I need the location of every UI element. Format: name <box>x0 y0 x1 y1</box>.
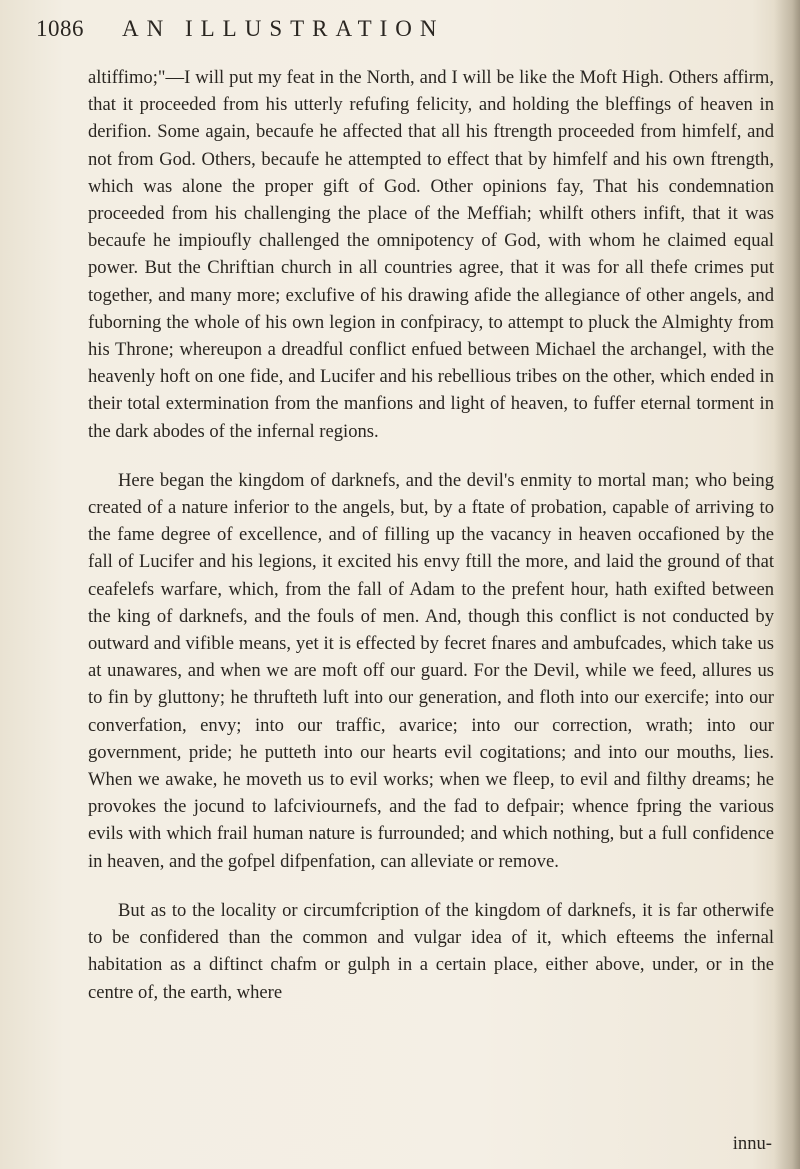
paragraph-1: altiffimo;"—I will put my feat in the North, and I will be like the Moft High. Others affirm, that it proceeded from his utterly refufing felicity, and holding the bleffings of heaven in derifion. Some again, becaufe he affected that all his ftrength proceeded from himfelf, and not from God. Others, becaufe he attempted to effect that by himfelf and his own ftrength, which was alone the proper gift of God. Other opinions fay, That his condemnation proceeded from his challenging the place of the Meffiah; whilft others infift, that it was becaufe he impioufly challenged the omnipotency of God, with whom he claimed equal power. But the Chriftian church in all countries agree, that it was for all thefe crimes put together, and many more; exclufive of his drawing afide the allegiance of other angels, and fuborning the whole of his own legion in confpiracy, to attempt to pluck the Almighty from his Throne; whereupon a dreadful conflict enfued between Michael the archangel, with the heavenly hoft on one fide, and Lucifer and his rebellious tribes on the other, which ended in their total extermination from the manfions and light of heaven, to fuffer eternal torment in the dark abodes of the infernal regions. <box>88 67 774 442</box>
page-number: 1086 <box>36 16 84 41</box>
page-edge-shadow <box>774 0 800 1169</box>
paragraph-2: Here began the kingdom of darknefs, and the devil's enmity to mortal man; who being created of a nature inferior to the angels, but, by a ftate of probation, capable of arriving to the fame degree of excellence, and of filling up the vacancy in heaven occafioned by the fall of Lucifer and his legions, it excited his envy ftill the more, and laid the ground of that ceafelefs warfare, which, from the fall of Adam to the prefent hour, hath exifted between the king of darknefs, and the fouls of men. And, though this conflict is not conducted by outward and vifible means, yet it is effected by fecret fnares and ambufcades, which take us at unawares, and when we are moft off our guard. For the Devil, while we feed, allures us to fin by gluttony; he thrufteth luft into our generation, and floth into our exercife; into our converfation, envy; into our traffic, avarice; into our correction, wrath; into our government, pride; he putteth into our hearts evil cogitations; and into our mouths, lies. When we awake, he moveth us to evil works; when we fleep, to evil and filthy dreams; he provokes the jocund to lafciviournefs, and the fad to defpair; whence fpring the various evils with which frail human nature is furrounded; and which nothing, but a full confidence in heaven, and the gofpel difpenfation, can alleviate or remove. <box>88 469 774 872</box>
paragraph-3: But as to the locality or circumfcription of the kingdom of darknefs, it is far otherwife to be confidered than the common and vulgar idea of it, which efteems the infernal habitation as a diftinct chafm or gulph in a certain place, either above, under, or in the centre of, the earth, where <box>88 899 774 1003</box>
catchword: innu- <box>732 1133 772 1154</box>
body-text <box>88 64 774 1006</box>
running-head: AN ILLUSTRATION <box>122 16 445 41</box>
page-header <box>36 14 776 48</box>
